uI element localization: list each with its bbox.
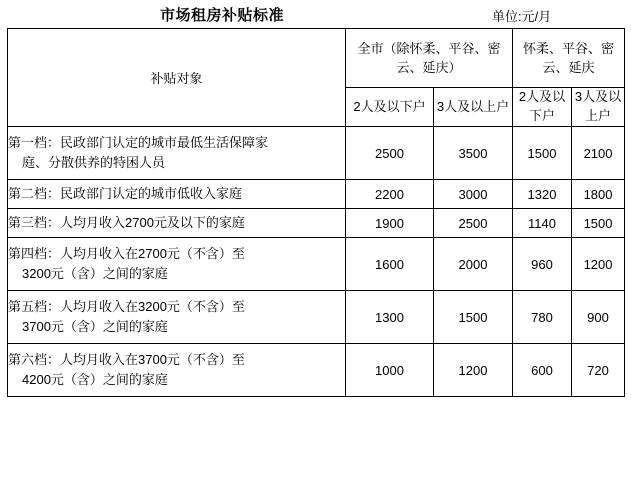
cell-suburb-1: 1500 bbox=[513, 127, 572, 180]
table-row bbox=[8, 238, 625, 291]
row-description-line2: 4200元（含）之间的家庭 bbox=[22, 372, 168, 387]
row-description-line2: 3700元（含）之间的家庭 bbox=[22, 319, 168, 334]
row-description-line1: 第三档：人均月收入2700元及以下的家庭 bbox=[8, 214, 245, 230]
cell-suburb-2: 900 bbox=[572, 291, 625, 344]
cell-citywide-2: 3500 bbox=[434, 127, 513, 180]
header-group-citywide: 全市（除怀柔、平谷、密云、延庆） bbox=[346, 29, 513, 88]
row-description-line2: 庭、分散供养的特困人员 bbox=[22, 155, 166, 170]
cell-citywide-1: 1900 bbox=[346, 209, 434, 238]
row-description bbox=[8, 127, 346, 180]
cell-citywide-2: 2500 bbox=[434, 209, 513, 238]
row-description bbox=[8, 238, 346, 291]
title-row bbox=[0, 0, 631, 28]
unit-label: 单位:元/月 bbox=[492, 9, 552, 24]
header-suburb-household-1: 2人及以下户 bbox=[513, 88, 572, 127]
cell-suburb-1: 1320 bbox=[513, 180, 572, 209]
row-description-line1: 第六档：人均月收入在3700元（不含）至 bbox=[8, 351, 245, 367]
row-description bbox=[8, 291, 346, 344]
table-row bbox=[8, 209, 625, 238]
row-description bbox=[8, 180, 346, 209]
table-row bbox=[8, 344, 625, 397]
cell-citywide-1: 1600 bbox=[346, 238, 434, 291]
header-citywide-household-1: 2人及以下户 bbox=[346, 88, 434, 127]
cell-suburb-2: 1200 bbox=[572, 238, 625, 291]
row-description-line1: 第四档：人均月收入在2700元（不含）至 bbox=[8, 245, 245, 261]
cell-suburb-2: 1800 bbox=[572, 180, 625, 209]
table-row bbox=[8, 127, 625, 180]
row-description-line1: 第二档：民政部门认定的城市低收入家庭 bbox=[8, 185, 243, 201]
cell-suburb-2: 720 bbox=[572, 344, 625, 397]
table-row bbox=[8, 291, 625, 344]
cell-suburb-1: 780 bbox=[513, 291, 572, 344]
cell-citywide-2: 3000 bbox=[434, 180, 513, 209]
row-description-line1: 第五档：人均月收入在3200元（不含）至 bbox=[8, 298, 245, 314]
cell-citywide-1: 1300 bbox=[346, 291, 434, 344]
cell-citywide-1: 2500 bbox=[346, 127, 434, 180]
cell-citywide-2: 1200 bbox=[434, 344, 513, 397]
row-description bbox=[8, 344, 346, 397]
header-suburb-household-2: 3人及以上户 bbox=[572, 88, 625, 127]
table-header-row-1 bbox=[8, 29, 625, 88]
header-citywide-household-2: 3人及以上户 bbox=[434, 88, 513, 127]
subsidy-standard-table bbox=[7, 28, 625, 397]
cell-suburb-1: 960 bbox=[513, 238, 572, 291]
cell-suburb-1: 600 bbox=[513, 344, 572, 397]
table-row bbox=[8, 180, 625, 209]
header-subsidy-object: 补贴对象 bbox=[8, 29, 346, 127]
cell-suburb-2: 2100 bbox=[572, 127, 625, 180]
row-description-line1: 第一档：民政部门认定的城市最低生活保障家 bbox=[8, 134, 269, 150]
cell-citywide-1: 1000 bbox=[346, 344, 434, 397]
row-description-line2: 3200元（含）之间的家庭 bbox=[22, 266, 168, 281]
cell-citywide-2: 1500 bbox=[434, 291, 513, 344]
row-description bbox=[8, 209, 346, 238]
cell-suburb-1: 1140 bbox=[513, 209, 572, 238]
cell-citywide-2: 2000 bbox=[434, 238, 513, 291]
page-title: 市场租房补贴标准 bbox=[160, 7, 285, 24]
header-group-suburb: 怀柔、平谷、密云、延庆 bbox=[513, 29, 625, 88]
cell-suburb-2: 1500 bbox=[572, 209, 625, 238]
cell-citywide-1: 2200 bbox=[346, 180, 434, 209]
